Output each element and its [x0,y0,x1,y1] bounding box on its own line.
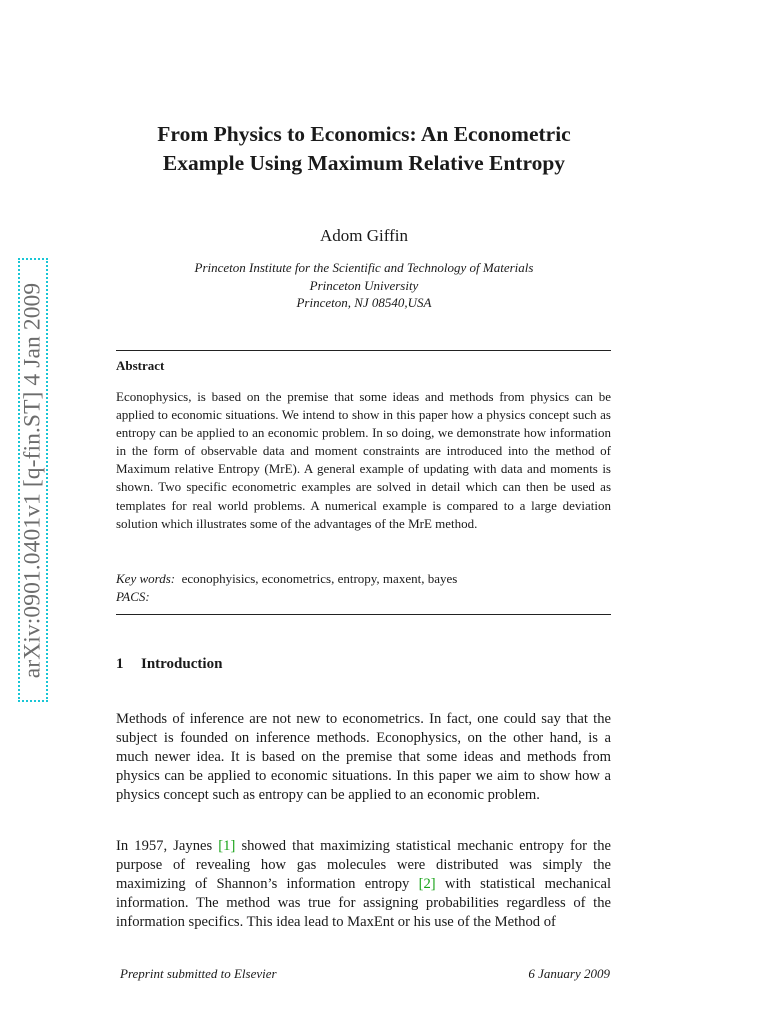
paragraph-text: with statistical mechanical information. The method was true for assigning probabilities regardless of the information specifics. This idea lead to MaxEnt or his use of the Method of [116,875,612,930]
intro-paragraph-1: Methods of inference are not new to econometrics. In fact, one could say that the subject is founded on inference methods. Econophysics, on the other hand, is a much newer idea. It is based on the premise that some ideas and methods from physics can be applied to economic situations. In this paper we aim to show how a physics concept such as entropy can be applied to an economic problem. [116,711,611,803]
arxiv-stamp [18,258,48,702]
citation-link[interactable]: [1] [218,838,236,854]
affiliation-line: Princeton, NJ 08540,USA [296,295,432,310]
section-number: 1 [116,656,124,672]
abstract-bottom-rule [116,614,611,615]
footer-date: 6 January 2009 [528,966,610,981]
affiliation-line: Princeton University [309,277,419,293]
arxiv-stamp-text: arXiv:0901.0401v1 [q-fin.ST] 4 Jan 2009 [19,282,46,678]
keywords-value: econophyisics, econometrics, entropy, maxent, bayes [181,571,458,586]
section-title: Introduction [141,656,223,672]
paper-title [116,120,612,178]
intro-paragraph-2 [116,837,611,932]
paragraph-text: In 1957, Jaynes [116,838,219,854]
abstract-text: Econophysics, is based on the premise that some ideas and methods from physics can be applied to economic situations. We intend to show in this paper how a physics concept such as entropy can be applied to an economic problem. In so doing, we demonstrate how information in the form of observable data and moment constraints are introduced into the method of Maximum relative Entropy (MrE). A general example of updating with data and moments is shown. Two specific econometric examples are solved in detail which can then be used as templates for real world problems. A numerical example is compared to a large deviation solution which illustrates some of the advantages of the MrE method. [116,389,611,531]
section-heading [116,656,222,673]
abstract-top-rule [116,350,611,351]
keywords-label: Key words: [116,571,176,586]
affiliation [116,259,612,312]
affiliation-line: Princeton Institute for the Scientific and Technology of Materials [194,260,534,275]
author-name: Adom Giffin [320,226,408,245]
title-line: From Physics to Economics: An Econometric [157,122,571,146]
footer-preprint-note: Preprint submitted to Elsevier [120,966,277,981]
citation-link[interactable]: [2] [418,875,436,892]
pacs-label: PACS: [116,589,150,604]
title-line: Example Using Maximum Relative Entropy [162,151,566,175]
abstract-heading: Abstract [116,358,165,373]
keywords-block [116,570,611,606]
paragraph-text: showed that maximizing statistical mechanic entropy for the purpose of revealing how gas molecules were distributed was simply the maximizing of Shannon’s information entropy [116,838,611,892]
